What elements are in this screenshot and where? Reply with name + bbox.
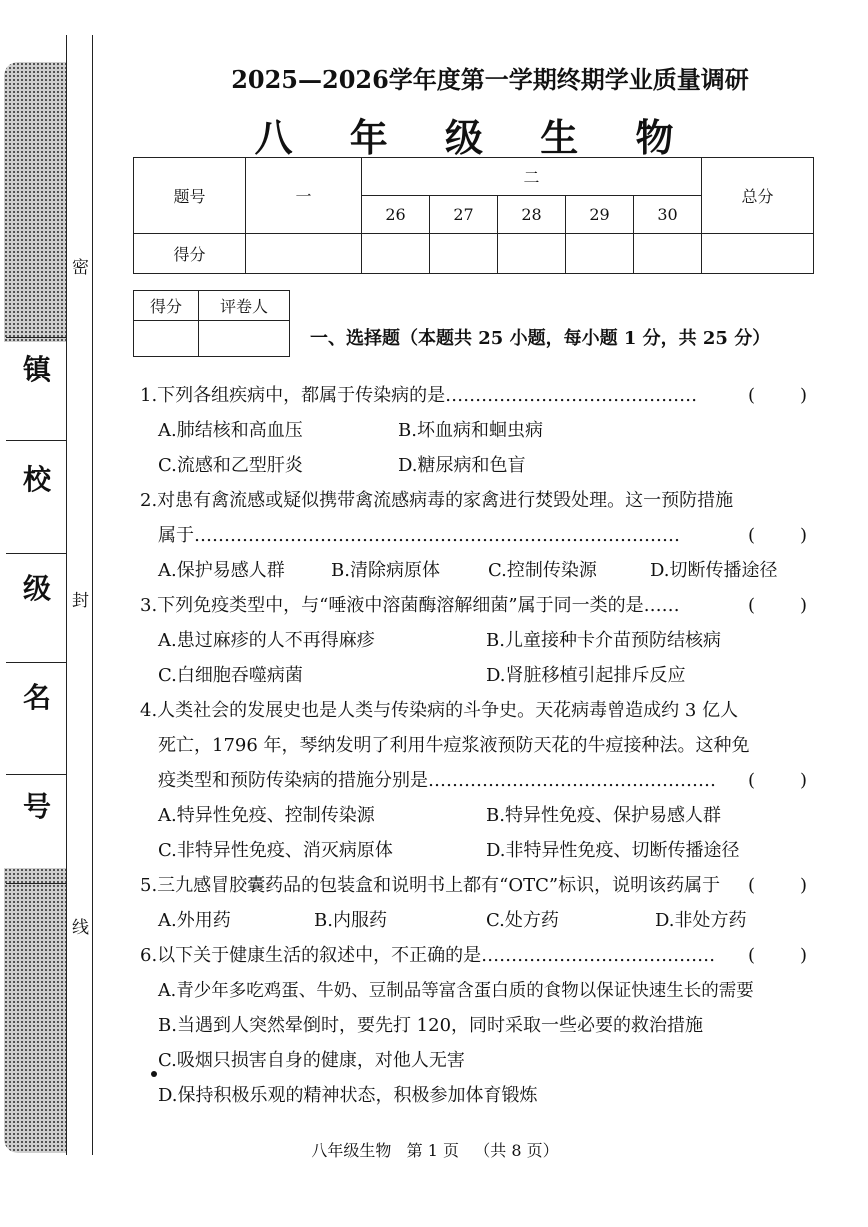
question-stem-continued: 死亡，1796 年，琴纳发明了利用牛痘浆液预防天花的牛痘接种法。这种免: [158, 735, 750, 756]
question-stem: 2.对患有禽流感或疑似携带禽流感病毒的家禽进行焚毁处理。这一预防措施: [140, 490, 734, 511]
field-line: [6, 553, 66, 554]
bracket-open: (: [748, 525, 756, 546]
bracket-close: ): [800, 385, 808, 406]
question-stem-continued: 疫类型和预防传染病的措施分别是…………………………………………: [158, 770, 716, 791]
option-c: C.流感和乙型肝炎: [158, 455, 303, 476]
page-footer: 八年级生物 第 1 页 （共 8 页）: [311, 1141, 559, 1160]
question-number-cell: 28: [498, 196, 566, 234]
option-b: B.特异性免疫、保护易感人群: [486, 805, 721, 826]
bracket-close: ): [800, 525, 808, 546]
score-cell-part1[interactable]: [246, 234, 362, 274]
field-label-school: 校: [22, 463, 51, 496]
question-stem: 1.下列各组疾病中，都属于传染病的是……………………………………: [140, 385, 698, 406]
bracket-open: (: [748, 770, 756, 791]
row-label-question: 题号: [134, 158, 246, 234]
question-number-cell: 29: [566, 196, 634, 234]
option-a: A.患过麻疹的人不再得麻疹: [158, 630, 375, 651]
bracket-open: (: [748, 945, 756, 966]
field-label-class: 级: [22, 572, 51, 605]
question-stem-continued: 属于………………………………………………………………………: [158, 525, 680, 546]
option-d: D.糖尿病和色盲: [398, 455, 526, 476]
option-a: A.肺结核和高血压: [158, 420, 303, 441]
grader-score-cell[interactable]: [134, 321, 199, 357]
field-label-number: 号: [22, 790, 51, 823]
grader-table: [133, 290, 290, 357]
score-cell-q30[interactable]: [634, 234, 702, 274]
option-d: D.非处方药: [655, 910, 747, 931]
question-number-cell: 27: [430, 196, 498, 234]
option-d: D.切断传播途径: [650, 560, 778, 581]
ink-dot-mark: [151, 1071, 157, 1077]
option-c: C.白细胞吞噬病菌: [158, 665, 303, 686]
bracket-close: ): [800, 595, 808, 616]
question-stem: 3.下列免疫类型中，与“唾液中溶菌酶溶解细菌”属于同一类的是……: [140, 595, 680, 616]
option-d: D.保持积极乐观的精神状态，积极参加体育锻炼: [158, 1085, 538, 1106]
option-a: A.特异性免疫、控制传染源: [158, 805, 375, 826]
option-a: A.外用药: [158, 910, 231, 931]
bracket-open: (: [748, 385, 756, 406]
field-line: [6, 337, 66, 338]
question-stem: 4.人类社会的发展史也是人类与传染病的斗争史。天花病毒曾造成约 3 亿人: [140, 700, 739, 721]
bracket-close: ): [800, 770, 808, 791]
score-cell-q26[interactable]: [362, 234, 430, 274]
grader-name-label: 评卷人: [199, 291, 290, 321]
option-a: A.保护易感人群: [158, 560, 285, 581]
binding-line-right: [92, 35, 93, 1155]
score-table: [133, 157, 814, 274]
option-b: B.清除病原体: [331, 560, 440, 581]
option-b: B.坏血病和蛔虫病: [398, 420, 543, 441]
field-line: [6, 662, 66, 663]
option-c: C.处方药: [486, 910, 559, 931]
field-line: [6, 883, 66, 884]
field-label-name: 名: [22, 681, 51, 714]
option-b: B.当遇到人突然晕倒时，要先打 120，同时采取一些必要的救治措施: [158, 1015, 704, 1036]
part-one-header: 一: [246, 158, 362, 234]
option-d: D.非特异性免疫、切断传播途径: [486, 840, 740, 861]
question-stem: 6.以下关于健康生活的叙述中，不正确的是…………………………………: [140, 945, 716, 966]
bracket-close: ): [800, 945, 808, 966]
option-d: D.肾脏移植引起排斥反应: [486, 665, 686, 686]
bracket-open: (: [748, 875, 756, 896]
score-cell-q27[interactable]: [430, 234, 498, 274]
score-cell-total[interactable]: [702, 234, 814, 274]
bracket-open: (: [748, 595, 756, 616]
seal-char-xian: 线: [72, 918, 89, 938]
option-b: B.儿童接种卡介苗预防结核病: [486, 630, 721, 651]
total-header: 总分: [702, 158, 814, 234]
section-title: 一、选择题（本题共 25 小题，每小题 1 分，共 25 分）: [310, 328, 771, 349]
option-a: A.青少年多吃鸡蛋、牛奶、豆制品等富含蛋白质的食物以保证快速生长的需要: [158, 981, 754, 1001]
question-number-cell: 30: [634, 196, 702, 234]
part-two-header: 二: [362, 158, 702, 196]
question-stem: 5.三九感冒胶囊药品的包装盒和说明书上都有“OTC”标识，说明该药属于: [140, 875, 721, 896]
grader-name-cell[interactable]: [199, 321, 290, 357]
question-number-cell: 26: [362, 196, 430, 234]
seal-char-feng: 封: [72, 591, 89, 611]
field-line: [6, 440, 66, 441]
row-label-score: 得分: [134, 234, 246, 274]
bracket-close: ): [800, 875, 808, 896]
score-cell-q28[interactable]: [498, 234, 566, 274]
field-line: [6, 774, 66, 775]
option-c: C.控制传染源: [488, 560, 597, 581]
binding-pattern-bottom: [4, 868, 67, 1153]
binding-pattern-top: [4, 62, 67, 342]
subject-title: 八 年 级 生 物: [254, 115, 696, 160]
grader-score-label: 得分: [134, 291, 199, 321]
field-label-town: 镇: [22, 353, 51, 386]
exam-title: 2025—2026学年度第一学期终期学业质量调研: [231, 65, 749, 94]
option-c: C.吸烟只损害自身的健康，对他人无害: [158, 1050, 465, 1071]
option-b: B.内服药: [314, 910, 387, 931]
seal-char-mi: 密: [72, 258, 89, 278]
score-cell-q29[interactable]: [566, 234, 634, 274]
option-c: C.非特异性免疫、消灭病原体: [158, 840, 393, 861]
